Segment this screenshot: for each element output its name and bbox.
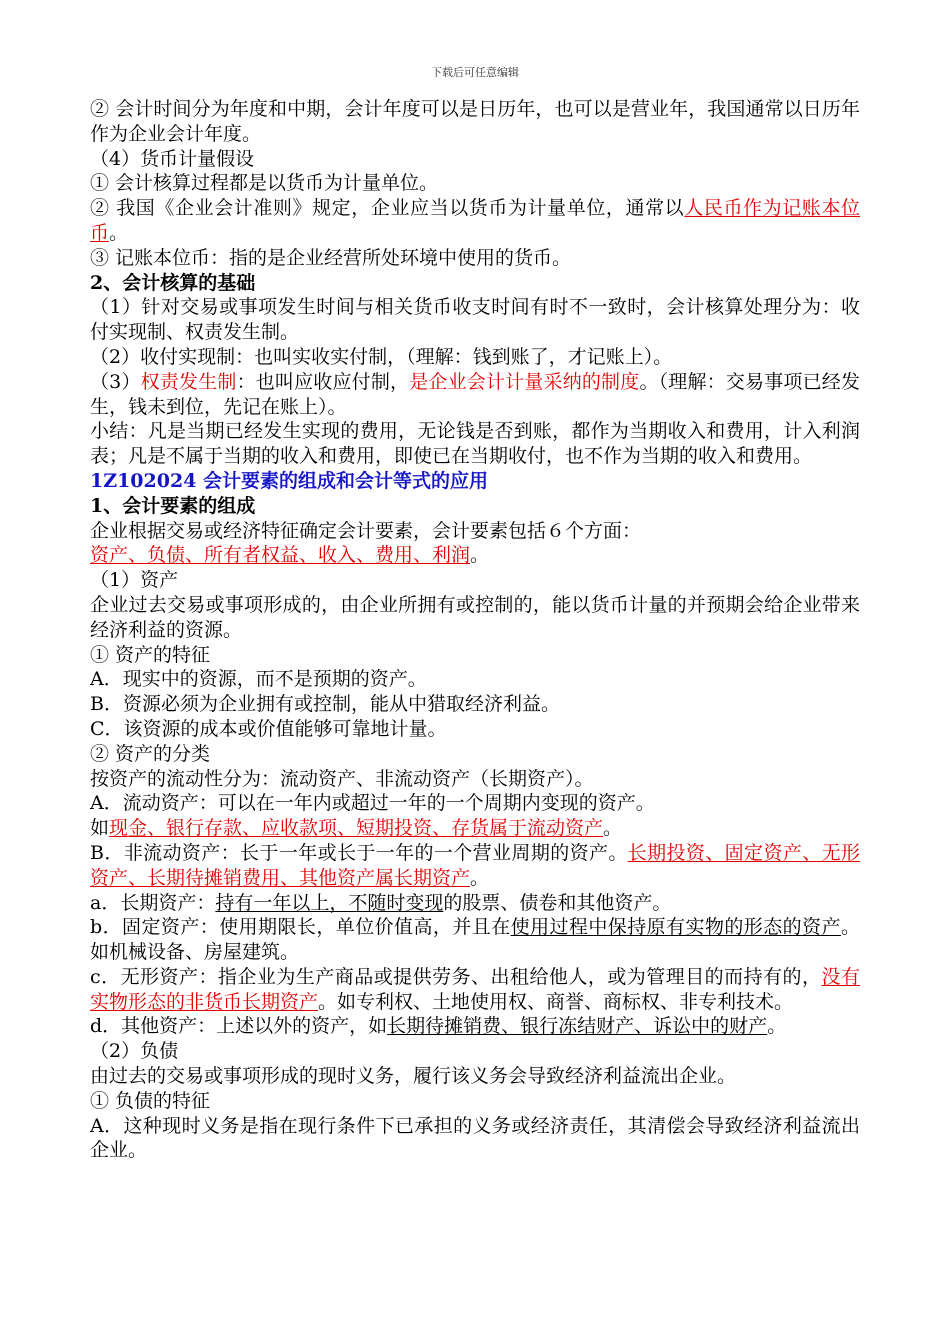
list-item [90, 915, 860, 965]
underlined-text: 长期待摊销费、银行冻结财产、诉讼中的财产 [387, 1015, 768, 1038]
text-run: B．非流动资产：长于一年或长于一年的一个营业周期的资产。 [90, 841, 628, 864]
text-run: a．长期资产： [90, 891, 216, 914]
paragraph [90, 543, 860, 568]
document-body [90, 97, 860, 1163]
paragraph: ② 会计时间分为年度和中期，会计年度可以是日历年，也可以是营业年，我国通常以日历年作为企业会计年度。 [90, 98, 860, 145]
page-header: 下载后可任意编辑 [431, 66, 519, 79]
summary-paragraph: 小结：凡是当期已经发生实现的费用，无论钱是否到账，都作为当期收入和费用，计入利润表；凡是不属于当期的收入和费用，即使已在当期收付，也不作为当期的收入和费用。 [90, 420, 860, 468]
highlighted-text: 长期投资、固定资产、无形资产、长期待摊销费用、其他资产属长期资产 [90, 841, 860, 889]
list-item [90, 965, 860, 1015]
text-run: ② 我国《企业会计准则》规定，企业应当以货币为计量单位，通常以 [90, 197, 685, 220]
underlined-text: 持有一年以上，不随时变现 [215, 891, 444, 914]
text-run: d．其他资产：上述以外的资产，如 [90, 1015, 388, 1038]
paragraph: 按资产的流动性分为：流动资产、非流动资产（长期资产）。 [90, 767, 594, 790]
text-run: （3） [90, 370, 141, 393]
paragraph: （1）针对交易或事项发生时间与相关货币收支时间有时不一致时，会计核算处理分为：收付实现制、权责发生制。 [90, 296, 860, 344]
paragraph: 企业根据交易或经济特征确定会计要素，会计要素包括６个方面： [90, 519, 642, 542]
subheading: （2）负债 [90, 1040, 179, 1063]
text-run: 。 [470, 544, 490, 567]
highlighted-text: 人民币作为记账本位币 [90, 197, 860, 244]
paragraph: ③ 记账本位币：指的是企业经营所处环境中使用的货币。 [90, 246, 572, 269]
list-item: A．这种现时义务是指在现行条件下已承担的义务或经济责任，其清偿会导致经济利益流出企业。 [90, 1114, 860, 1162]
list-item [90, 841, 860, 891]
text-run: 的股票、债卷和其他资产。 [443, 891, 672, 914]
highlighted-text: 没有实物形态的非货币长期资产 [90, 965, 860, 1013]
list-item: A．流动资产：可以在一年内或超过一年的一个周期内变现的资产。 [90, 792, 655, 815]
subheading: ① 资产的特征 [90, 643, 211, 666]
text-run: 。 [767, 1015, 787, 1038]
text-run: c．无形资产：指企业为生产商品或提供劳务、出租给他人，或为管理目的而持有的， [90, 965, 822, 988]
underlined-text: 使用过程中保持原有实物的形态的资产 [510, 916, 841, 939]
list-item [90, 891, 860, 916]
text-run: 。 [470, 866, 490, 889]
subheading: ② 资产的分类 [90, 742, 211, 765]
highlighted-text: 资产、负债、所有者权益、收入、费用、利润 [90, 544, 471, 567]
list-item: C．该资源的成本或价值能够可靠地计量。 [90, 717, 447, 740]
text-run: ：也叫应收应付制， [236, 370, 410, 393]
subheading: （1）资产 [90, 569, 179, 592]
subheading: ① 负债的特征 [90, 1089, 211, 1112]
paragraph [90, 196, 860, 246]
section-heading: 1、会计要素的组成 [90, 494, 256, 517]
subheading: （4）货币计量假设 [90, 147, 255, 170]
text-run: 。如机械设备、房屋建筑。 [90, 916, 860, 964]
section-heading: 2、会计核算的基础 [90, 271, 256, 294]
paragraph [90, 370, 860, 420]
highlighted-text: 现金、银行存款、应收款项、短期投资、存货属于流动资产 [109, 817, 604, 840]
text-run: 。 [603, 817, 623, 840]
highlighted-text: 是企业会计计量采纳的制度 [409, 370, 640, 393]
chapter-heading: 1Z102024 会计要素的组成和会计等式的应用 [90, 469, 489, 492]
paragraph: 由过去的交易或事项形成的现时义务，履行该义务会导致经济利益流出企业。 [90, 1065, 737, 1088]
list-item [90, 1014, 860, 1039]
paragraph: （2）收付实现制：也叫实收实付制，（理解：钱到账了，才记账上）。 [90, 345, 673, 368]
list-item: A．现实中的资源，而不是预期的资产。 [90, 668, 427, 691]
paragraph: ① 会计核算过程都是以货币为计量单位。 [90, 172, 439, 195]
text-run: 。 [109, 221, 129, 244]
text-run: b．固定资产：使用期限长，单位价值高，并且在 [90, 916, 511, 939]
text-run: 。（理解：交易事项已经发生，钱未到位，先记在账上）。 [90, 370, 860, 418]
text-run: 如 [90, 817, 110, 840]
list-item: B．资源必须为企业拥有或控制，能从中猎取经济利益。 [90, 693, 560, 716]
paragraph [90, 816, 860, 841]
highlighted-text: 权责发生制 [140, 370, 237, 393]
paragraph: 企业过去交易或事项形成的，由企业所拥有或控制的，能以货币计量的并预期会给企业带来经济利益的资源。 [90, 593, 860, 641]
text-run: 。如专利权、土地使用权、商誉、商标权、非专利技术。 [318, 990, 794, 1013]
